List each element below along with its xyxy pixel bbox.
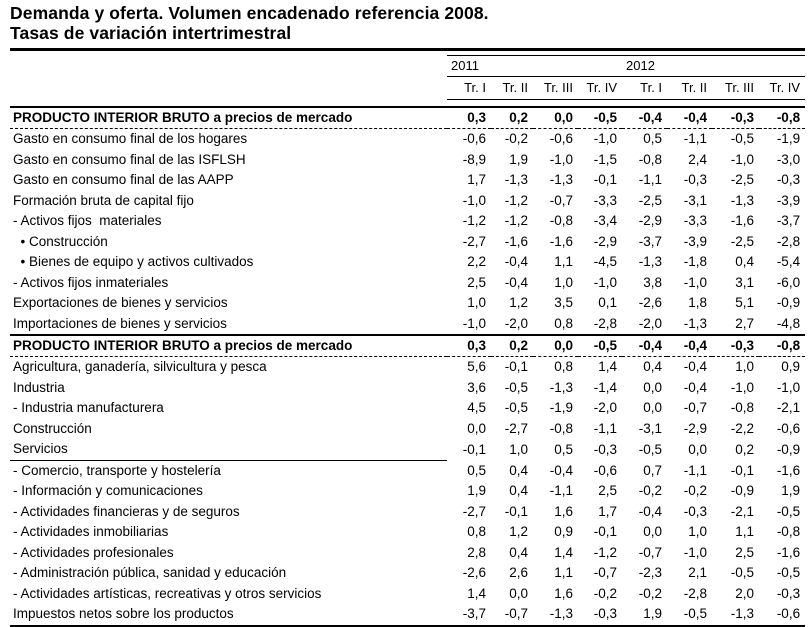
row-label: PRODUCTO INTERIOR BRUTO a precios de mercado [10, 107, 447, 129]
cell-value: -0,6 [759, 604, 805, 626]
cell-value: -2,7 [504, 420, 528, 436]
cell-value: -1,3 [730, 192, 755, 208]
cell-value: -3,9 [776, 192, 801, 208]
row-label: - Actividades artísticas, recreativas y otros servicios [13, 585, 322, 601]
cell-value: -1,0 [593, 131, 618, 147]
cell-value: 0,0 [533, 335, 578, 357]
cell-value: -0,1 [593, 524, 618, 540]
row-label: Construcción [13, 420, 92, 436]
cell-value: 0,3 [447, 335, 491, 357]
table-row [10, 419, 805, 440]
table-row [10, 439, 805, 460]
cell-value: 1,9 [781, 483, 801, 499]
cell-value: 2,7 [712, 314, 759, 336]
cell-value: 0,2 [491, 335, 533, 357]
table-row [10, 232, 805, 253]
cell-value: -0,5 [578, 335, 622, 357]
cell-value: -2,5 [730, 233, 755, 249]
cell-value: -1,3 [667, 314, 712, 336]
quarter-header: Tr. II [491, 77, 533, 100]
cell-value: -0,2 [638, 585, 663, 601]
cell-value: -0,9 [776, 441, 801, 457]
quarter-header: Tr. IV [759, 77, 805, 100]
cell-value: -0,3 [578, 604, 622, 626]
cell-value: -3,7 [447, 604, 491, 626]
cell-value: -0,5 [638, 441, 663, 457]
cell-value: 1,7 [598, 503, 618, 519]
row-label: - Actividades profesionales [13, 544, 174, 560]
cell-value: -2,1 [776, 400, 801, 416]
cell-value: -2,8 [776, 233, 801, 249]
cell-value: -0,3 [776, 172, 801, 188]
row-label: Importaciones de bienes y servicios [10, 314, 447, 336]
cell-value: -0,1 [504, 359, 528, 375]
row-label: • Construcción [13, 233, 108, 249]
cell-value: -1,2 [462, 213, 486, 229]
cell-value: -0,2 [504, 131, 528, 147]
cell-value: -3,3 [593, 192, 618, 208]
row-label: Impuestos netos sobre los productos [10, 604, 447, 626]
cell-value: -1,9 [776, 131, 801, 147]
quarter-header: Tr. II [667, 77, 712, 100]
cell-value: -1,3 [504, 172, 528, 188]
cell-value: -1,3 [533, 604, 578, 626]
cell-value: -8,9 [462, 151, 486, 167]
cell-value: -3,9 [683, 233, 708, 249]
cell-value: -0,1 [462, 441, 486, 457]
cell-value: -1,2 [504, 213, 528, 229]
table-row [10, 502, 805, 523]
cell-value: -1,5 [593, 151, 618, 167]
cell-value: -0,7 [683, 400, 708, 416]
cell-value: 2,5 [735, 544, 755, 560]
total-row [10, 107, 805, 129]
cell-value: 3,5 [554, 295, 573, 311]
cell-value: -0,5 [776, 565, 801, 581]
cell-value: -0,5 [504, 379, 528, 395]
cell-value: 1,0 [467, 295, 486, 311]
row-label: - Información y comunicaciones [13, 483, 203, 499]
table-row [10, 543, 805, 564]
title-rule [10, 48, 805, 51]
cell-value: -1,3 [712, 604, 759, 626]
cell-value: -2,7 [462, 233, 486, 249]
cell-value: 0,0 [643, 400, 663, 416]
cell-value: -6,0 [776, 274, 801, 290]
cell-value: 3,8 [643, 274, 663, 290]
table-row [10, 584, 805, 605]
table-title [10, 3, 489, 43]
cell-value: 0,4 [509, 462, 528, 478]
total-row [10, 335, 805, 357]
cell-value: -1,1 [683, 462, 708, 478]
cell-value: 0,0 [643, 524, 663, 540]
cell-value: -1,6 [730, 213, 755, 229]
year-2012: 2012 [622, 56, 805, 77]
cell-value: -3,7 [638, 233, 663, 249]
cell-value: -2,8 [578, 314, 622, 336]
cell-value: -0,8 [638, 151, 663, 167]
cell-value: -0,4 [638, 503, 663, 519]
cell-value: -1,2 [504, 192, 528, 208]
cell-value: 0,1 [598, 295, 618, 311]
cell-value: -0,3 [593, 441, 618, 457]
cell-value: -2,9 [683, 420, 708, 436]
cell-value: -0,8 [730, 400, 755, 416]
cell-value: 0,0 [688, 441, 708, 457]
cell-value: -1,0 [462, 192, 486, 208]
cell-value: -3,0 [776, 151, 801, 167]
cell-value: 0,9 [781, 359, 801, 375]
row-label: Gasto en consumo final de los hogares [13, 131, 248, 147]
cell-value: -1,6 [776, 462, 801, 478]
cell-value: 1,0 [688, 524, 708, 540]
cell-value: -0,7 [549, 192, 573, 208]
cell-value: -1,8 [683, 254, 708, 270]
cell-value: -1,6 [549, 233, 573, 249]
cell-value: -0,7 [593, 565, 618, 581]
cell-value: -0,8 [549, 420, 573, 436]
cell-value: -1,1 [593, 420, 618, 436]
cell-value: -2,6 [462, 565, 486, 581]
cell-value: -0,5 [667, 604, 712, 626]
cell-value: -0,2 [593, 585, 618, 601]
cell-value: -2,1 [730, 503, 755, 519]
table-row [10, 293, 805, 314]
cell-value: 1,0 [509, 441, 528, 457]
cell-value: -2,0 [622, 314, 667, 336]
quarter-header: Tr. III [533, 77, 578, 100]
cell-value: -0,2 [683, 483, 708, 499]
cell-value: -0,6 [776, 420, 801, 436]
cell-value: 1,4 [467, 585, 486, 601]
cell-value: 1,9 [467, 483, 486, 499]
cell-value: 0,2 [735, 441, 755, 457]
row-label: Agricultura, ganadería, silvicultura y pesca [13, 359, 267, 375]
cell-value: 1,9 [622, 604, 667, 626]
cell-value: 0,4 [643, 359, 663, 375]
cell-value: -0,8 [776, 524, 801, 540]
cell-value: 1,9 [509, 151, 528, 167]
cell-value: 1,4 [554, 544, 573, 560]
title-line-2: Tasas de variación intertrimestral [10, 23, 292, 43]
cell-value: 5,1 [735, 295, 755, 311]
cell-value: 2,4 [688, 151, 708, 167]
cell-value: -1,9 [549, 400, 573, 416]
cell-value: 1,8 [688, 295, 708, 311]
cell-value: 0,3 [447, 107, 491, 129]
quarter-header: Tr. III [712, 77, 759, 100]
cell-value: -3,4 [593, 213, 618, 229]
cell-value: 1,6 [554, 585, 573, 601]
cell-value: 2,2 [467, 254, 486, 270]
cell-value: -0,5 [730, 131, 755, 147]
cell-value: -4,5 [593, 254, 618, 270]
cell-value: -0,3 [776, 585, 801, 601]
cell-value: 0,9 [554, 524, 573, 540]
row-label: - Activos fijos inmateriales [13, 274, 169, 290]
cell-value: 0,8 [533, 314, 578, 336]
cell-value: -0,8 [549, 213, 573, 229]
cell-value: -1,0 [447, 314, 491, 336]
cell-value: -0,3 [683, 172, 708, 188]
cell-value: -0,4 [683, 379, 708, 395]
table-row [10, 273, 805, 294]
cell-value: -0,7 [491, 604, 533, 626]
cell-value: -2,9 [638, 213, 663, 229]
cell-value: -0,4 [667, 335, 712, 357]
cell-value: 2,5 [598, 483, 618, 499]
cell-value: -1,1 [638, 172, 663, 188]
cell-value: -2,6 [638, 295, 663, 311]
cell-value: -0,4 [622, 107, 667, 129]
year-2011: 2011 [447, 56, 622, 77]
cell-value: -2,7 [462, 503, 486, 519]
cell-value: -1,2 [593, 544, 618, 560]
cell-value: -2,2 [730, 420, 755, 436]
cell-value: 0,0 [533, 107, 578, 129]
cell-value: 0,5 [643, 131, 663, 147]
cell-value: 2,0 [735, 585, 755, 601]
cell-value: -0,6 [462, 131, 486, 147]
row-label: - Comercio, transporte y hostelería [13, 462, 221, 478]
table-row [10, 252, 805, 273]
table-row [10, 460, 805, 481]
cell-value: -0,1 [593, 172, 618, 188]
cell-value: 0,5 [554, 441, 573, 457]
cell-value: -0,4 [667, 107, 712, 129]
row-label: - Activos fijos materiales [13, 213, 162, 229]
cell-value: 0,7 [643, 462, 663, 478]
cell-value: -1,6 [776, 544, 801, 560]
cell-value: -3,1 [638, 420, 663, 436]
cell-value: 4,5 [467, 400, 486, 416]
cell-value: 1,1 [735, 524, 755, 540]
cell-value: -1,0 [730, 151, 755, 167]
cell-value: 1,1 [554, 254, 573, 270]
cell-value: 2,8 [467, 544, 486, 560]
cell-value: 1,2 [509, 524, 528, 540]
table-row [10, 129, 805, 150]
quarter-header: Tr. I [622, 77, 667, 100]
cell-value: 1,6 [554, 503, 573, 519]
table-row [10, 604, 805, 626]
cell-value: 0,4 [509, 544, 528, 560]
cell-value: -0,2 [638, 483, 663, 499]
cell-value: -0,3 [712, 107, 759, 129]
cell-value: -1,6 [504, 233, 528, 249]
row-label: - Actividades inmobiliarias [13, 524, 169, 540]
cell-value: 0,8 [467, 524, 486, 540]
cell-value: 0,4 [735, 254, 755, 270]
table-row [10, 522, 805, 543]
table-row [10, 481, 805, 502]
row-label: Exportaciones de bienes y servicios [13, 295, 228, 311]
cell-value: -2,9 [593, 233, 618, 249]
cell-value: -0,4 [622, 335, 667, 357]
data-table [10, 55, 805, 627]
cell-value: -0,3 [712, 335, 759, 357]
cell-value: -0,4 [504, 274, 528, 290]
cell-value: 1,2 [509, 295, 528, 311]
cell-value: -1,0 [730, 379, 755, 395]
cell-value: -0,5 [776, 503, 801, 519]
cell-value: -1,1 [683, 131, 708, 147]
cell-value: -0,1 [730, 462, 755, 478]
row-label: - Administración pública, sanidad y educación [13, 565, 287, 581]
row-label: Gasto en consumo final de las AAPP [13, 172, 234, 188]
cell-value: 1,1 [554, 565, 573, 581]
cell-value: -0,6 [593, 462, 618, 478]
cell-value: -0,6 [549, 131, 573, 147]
cell-value: 0,4 [509, 483, 528, 499]
quarter-header: Tr. IV [578, 77, 622, 100]
cell-value: -1,1 [549, 483, 573, 499]
cell-value: -2,3 [638, 565, 663, 581]
row-label: Formación bruta de capital fijo [13, 192, 194, 208]
cell-value: -1,4 [593, 379, 618, 395]
cell-value: -2,8 [683, 585, 708, 601]
cell-value: -5,4 [776, 254, 801, 270]
row-label: PRODUCTO INTERIOR BRUTO a precios de mercado [10, 335, 447, 357]
title-line-1: Demanda y oferta. Volumen encadenado referencia 2008. [10, 3, 489, 23]
table-row [10, 314, 805, 336]
row-label: Gasto en consumo final de las ISFLSH [13, 151, 246, 167]
row-label: Servicios [10, 439, 447, 460]
cell-value: -0,1 [504, 503, 528, 519]
table-row [10, 150, 805, 171]
cell-value: -1,3 [638, 254, 663, 270]
cell-value: -1,0 [683, 274, 708, 290]
cell-value: 0,8 [554, 359, 573, 375]
cell-value: -3,1 [683, 192, 708, 208]
cell-value: -0,5 [504, 400, 528, 416]
cell-value: 2,5 [467, 274, 486, 290]
cell-value: -2,5 [638, 192, 663, 208]
cell-value: -0,4 [683, 359, 708, 375]
cell-value: -2,5 [730, 172, 755, 188]
table-row [10, 563, 805, 584]
row-label: - Industria manufacturera [13, 400, 164, 416]
cell-value: -3,7 [776, 213, 801, 229]
cell-value: -0,7 [638, 544, 663, 560]
table-row [10, 398, 805, 419]
cell-value: 1,7 [467, 172, 486, 188]
table-row [10, 191, 805, 212]
cell-value: 3,6 [467, 379, 486, 395]
cell-value: -0,9 [776, 295, 801, 311]
table-row [10, 170, 805, 191]
table-row [10, 357, 805, 378]
cell-value: -0,8 [759, 107, 805, 129]
cell-value: -0,5 [730, 565, 755, 581]
cell-value: -0,3 [683, 503, 708, 519]
cell-value: -0,8 [759, 335, 805, 357]
table-row [10, 211, 805, 232]
cell-value: -2,0 [593, 400, 618, 416]
cell-value: -1,3 [549, 172, 573, 188]
cell-value: -1,0 [593, 274, 618, 290]
cell-value: -4,8 [759, 314, 805, 336]
row-label: - Actividades financieras y de seguros [13, 503, 240, 519]
cell-value: 2,1 [688, 565, 708, 581]
cell-value: 0,5 [467, 462, 486, 478]
cell-value: -0,4 [504, 254, 528, 270]
cell-value: -1,3 [549, 379, 573, 395]
cell-value: 2,6 [509, 565, 528, 581]
cell-value: 0,0 [467, 420, 486, 436]
cell-value: -1,0 [776, 379, 801, 395]
cell-value: 0,0 [643, 379, 663, 395]
cell-value: 1,4 [598, 359, 618, 375]
cell-value: -2,0 [491, 314, 533, 336]
cell-value: 3,1 [735, 274, 755, 290]
quarter-header: Tr. I [447, 77, 491, 100]
year-header-row [10, 56, 805, 77]
cell-value: -1,0 [683, 544, 708, 560]
cell-value: -3,3 [683, 213, 708, 229]
cell-value: 1,0 [735, 359, 755, 375]
cell-value: -0,4 [549, 462, 573, 478]
table-row [10, 378, 805, 399]
quarter-header-row [10, 77, 805, 100]
cell-value: -1,0 [549, 151, 573, 167]
row-label: Industria [13, 379, 65, 395]
cell-value: 5,6 [467, 359, 486, 375]
cell-value: 1,0 [554, 274, 573, 290]
cell-value: -0,9 [730, 483, 755, 499]
cell-value: 0,0 [509, 585, 528, 601]
row-label: • Bienes de equipo y activos cultivados [13, 254, 254, 270]
cell-value: 0,2 [491, 107, 533, 129]
cell-value: -0,5 [578, 107, 622, 129]
